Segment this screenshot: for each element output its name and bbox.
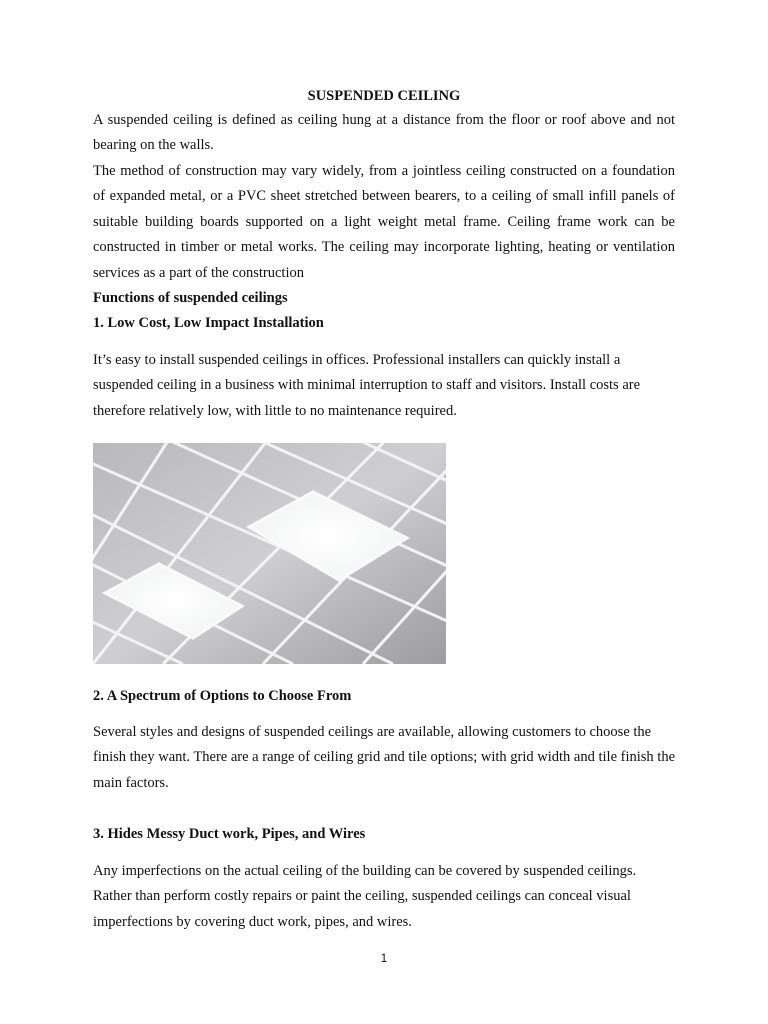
section-2-heading: 2. A Spectrum of Options to Choose From [93, 688, 352, 704]
section-3-body: Any imperfections on the actual ceiling of the building can be covered by suspended ceilings. Rather than perform costly repairs or paint the ceiling, suspended ceilings can conceal visual imperfections by covering duct work, pipes, and wires. [93, 863, 637, 930]
suspended-ceiling-photo [93, 443, 446, 664]
functions-heading: Functions of suspended ceilings [93, 290, 288, 306]
intro-paragraph-1: A suspended ceiling is defined as ceiling hung at a distance from the floor or roof above and not bearing on the walls. [93, 112, 675, 154]
section-2-body: Several styles and designs of suspended ceilings are available, allowing customers to choose the finish they want. There are a range of ceiling grid and tile options; with grid width and tile finish the main factors. [93, 724, 676, 791]
page-title: SUSPENDED CEILING [307, 88, 461, 104]
page-number: 1 [380, 953, 388, 965]
section-1-heading: 1. Low Cost, Low Impact Installation [93, 315, 324, 331]
section-3-heading: 3. Hides Messy Duct work, Pipes, and Wires [93, 826, 366, 842]
intro-paragraph-2: The method of construction may vary widely, from a jointless ceiling constructed on a foundation of expanded metal, or a PVC sheet stretched between bearers, to a ceiling of small infill panels of suitable building boards supported on a light weight metal frame. Ceiling frame work can be constructed in timber or metal works. The ceiling may incorporate lighting, heating or ventilation services as a part of the construction [93, 163, 675, 281]
section-1-body: It’s easy to install suspended ceilings in offices. Professional installers can quickly install a suspended ceiling in a business with minimal interruption to staff and visitors. Install costs are therefore relatively low, with little to no maintenance required. [93, 352, 641, 419]
